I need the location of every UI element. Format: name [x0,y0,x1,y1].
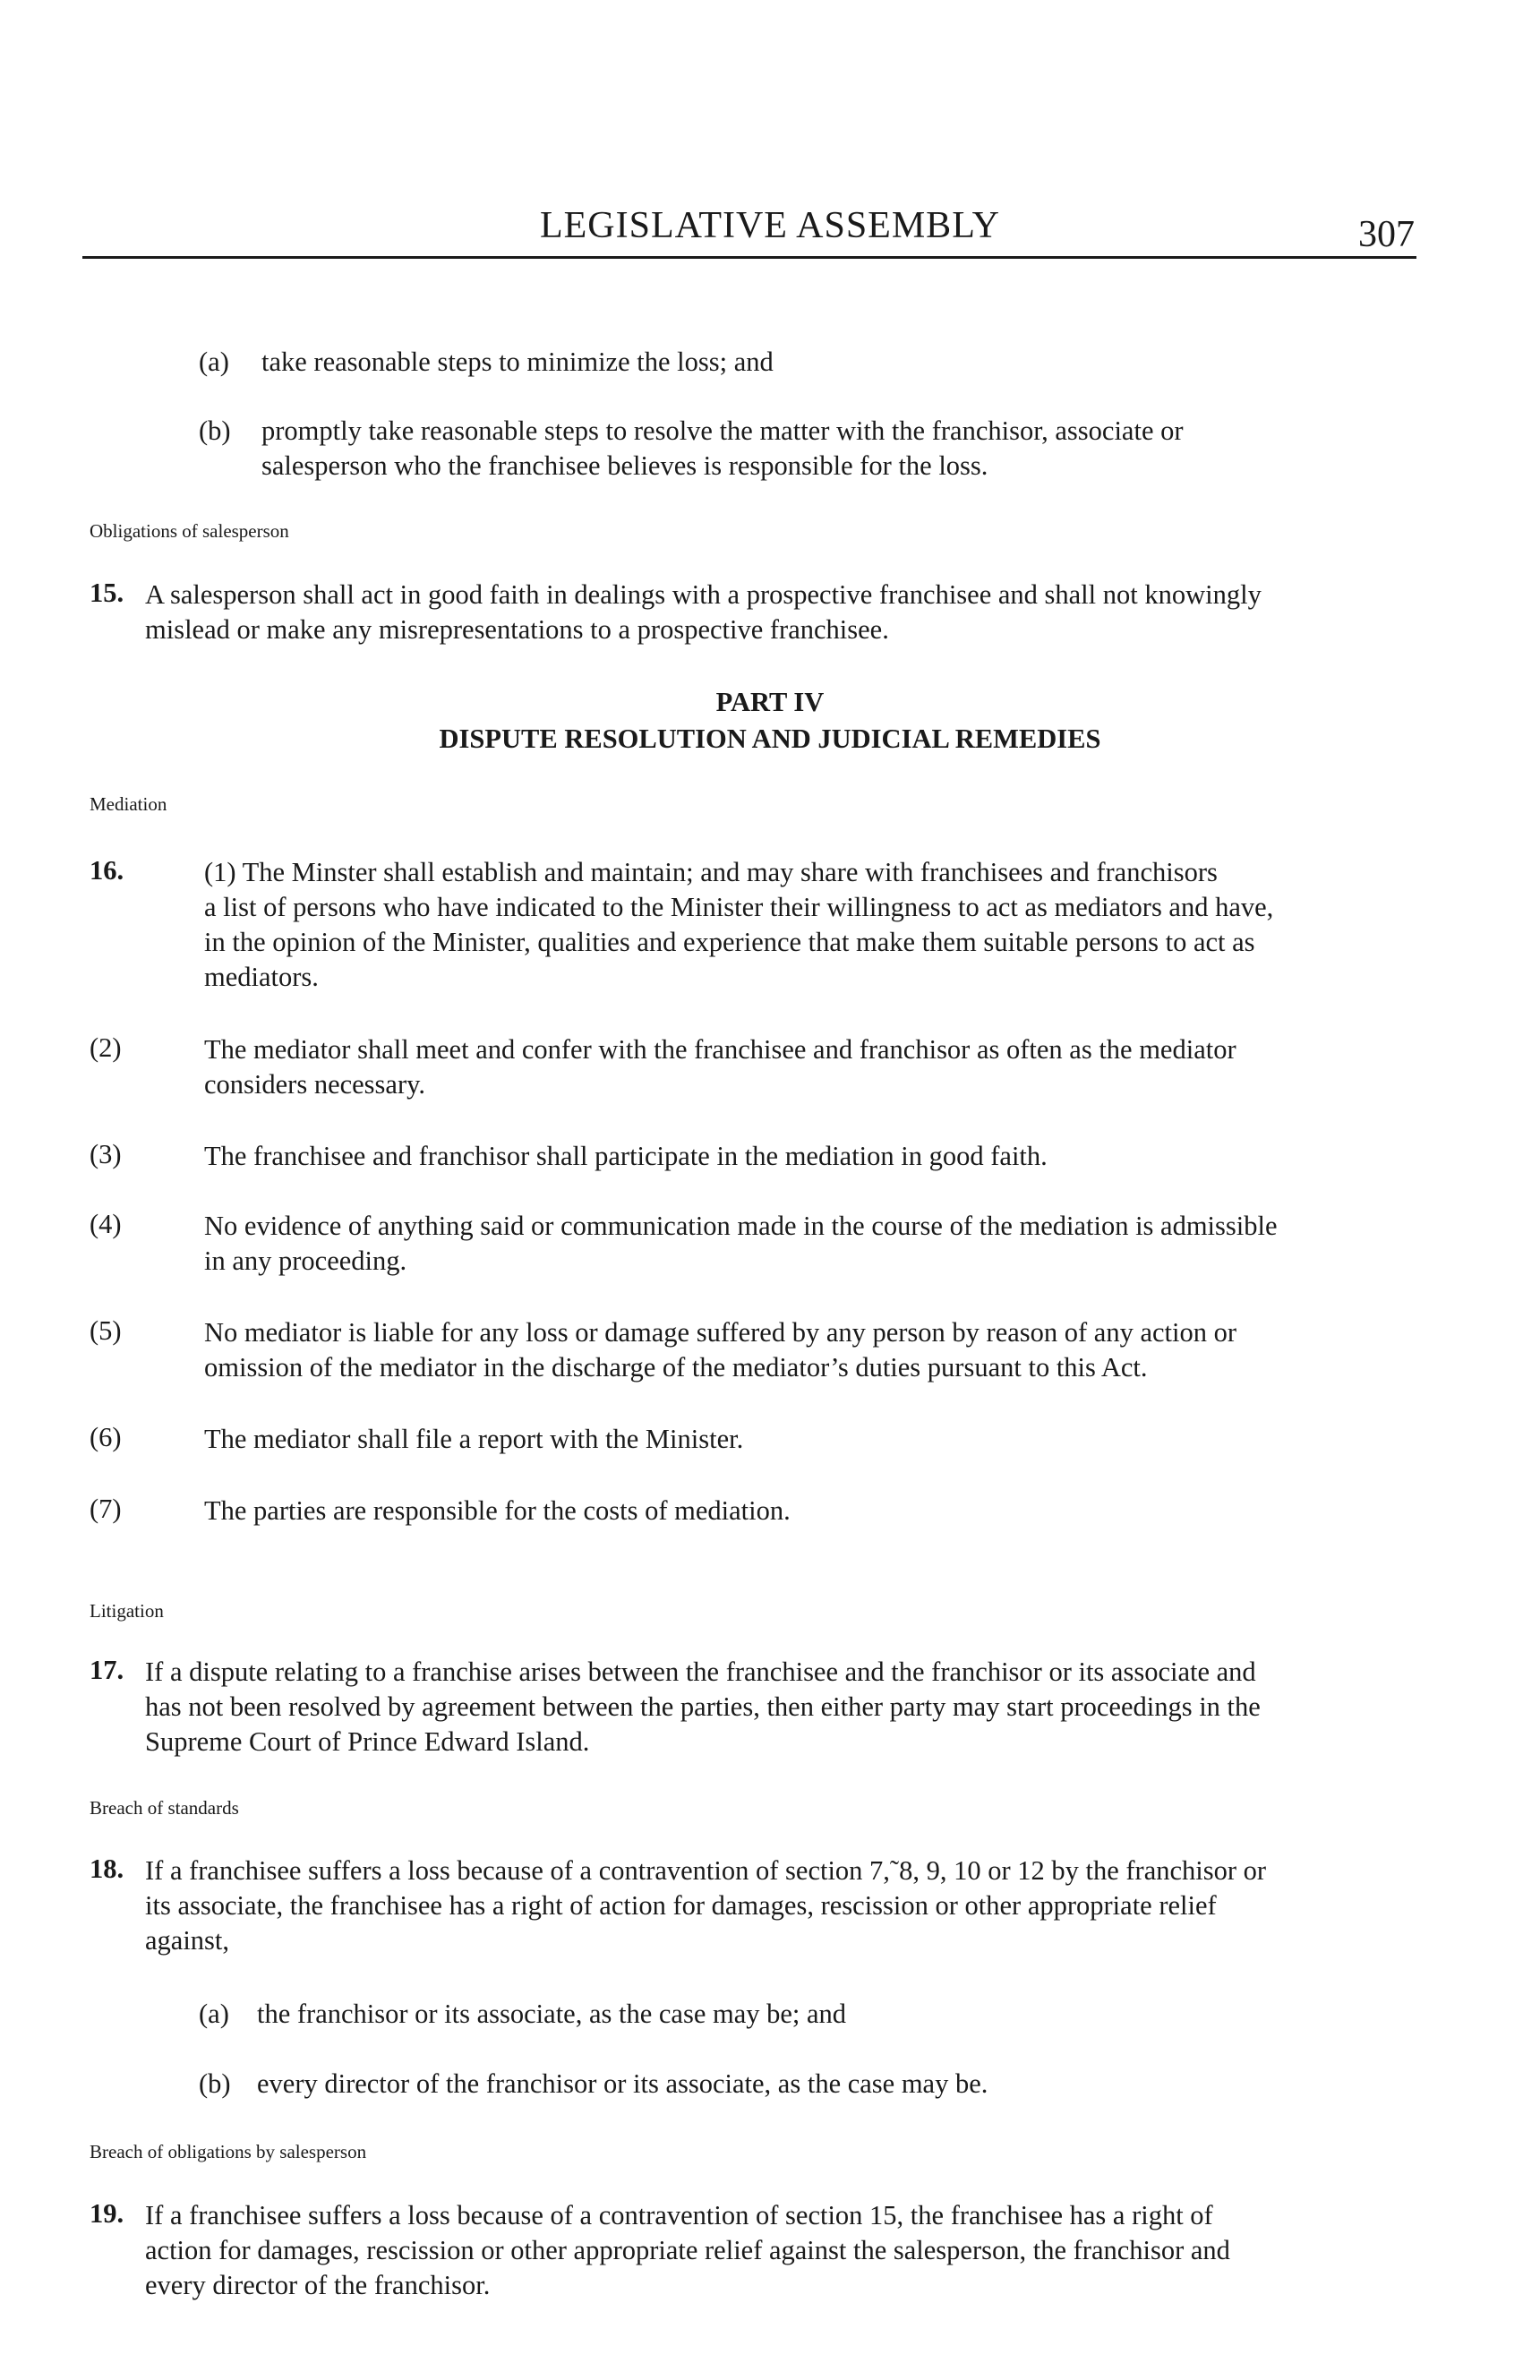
section-text-line: mislead or make any misrepresentations to a prospective franchisee. [145,614,889,645]
subsection-label: (2) [90,1032,122,1063]
subsection-text-line: The mediator shall file a report with the Minister. [204,1424,744,1454]
subsection-label: (4) [90,1209,122,1239]
marginal-note: Litigation [90,1600,164,1622]
subsection-text-line: in any proceeding. [204,1246,407,1276]
clause-text-line: promptly take reasonable steps to resolve the matter with the franchisor, associate or [261,415,1184,446]
section-text-line: If a dispute relating to a franchise arises between the franchisee and the franchisor or its associate and [145,1657,1256,1687]
part-title: PART IV [715,687,825,717]
marginal-note: Breach of obligations by salesperson [90,2141,367,2162]
subsection-text-line: The franchisee and franchisor shall participate in the mediation in good faith. [204,1141,1048,1171]
subsection-text-line: considers necessary. [204,1069,426,1100]
section-text-line: action for damages, rescission or other appropriate relief against the salesperson, the franchisor and [145,2235,1230,2265]
section-text-line: every director of the franchisor. [145,2270,491,2300]
section-text-line: Supreme Court of Prince Edward Island. [145,1726,590,1757]
part-subtitle: DISPUTE RESOLUTION AND JUDICIAL REMEDIES [439,723,1101,754]
section-text-line: (1) The Minster shall establish and maintain; and may share with franchisees and franchisors [204,857,1218,887]
section-text-line: mediators. [204,962,319,992]
section-number: 18. [90,1853,124,1884]
section-text-line: If a franchisee suffers a loss because of a contravention of section 7,˜8, 9, 10 or 12 by the franchisor or [145,1855,1267,1886]
subsection-text-line: No evidence of anything said or communication made in the course of the mediation is admissible [204,1211,1278,1241]
marginal-note: Breach of standards [90,1797,239,1819]
subsection-label: (7) [90,1494,122,1524]
clause-label: (b) [199,2068,231,2099]
subsection-text-line: No mediator is liable for any loss or damage suffered by any person by reason of any action or [204,1317,1237,1348]
page-header-title: LEGISLATIVE ASSEMBLY [540,205,1000,246]
section-text-line: A salesperson shall act in good faith in dealings with a prospective franchisee and shall not knowingly [145,579,1262,610]
section-text-line: against, [145,1925,230,1956]
section-text-line: a list of persons who have indicated to the Minister their willingness to act as mediators and have, [204,892,1274,922]
subsection-label: (5) [90,1315,122,1346]
clause-label: (b) [199,415,231,446]
subsection-text-line: The mediator shall meet and confer with the franchisee and franchisor as often as the mediator [204,1034,1236,1065]
marginal-note: Mediation [90,793,167,815]
header-rule [82,256,1416,259]
clause-text: take reasonable steps to minimize the loss; and [261,347,774,377]
section-number: 15. [90,578,124,608]
section-text-line: If a franchisee suffers a loss because of a contravention of section 15, the franchisee has a right of [145,2200,1213,2230]
clause-label: (a) [199,1999,229,2029]
section-text-line: has not been resolved by agreement between the parties, then either party may start proceedings in the [145,1691,1261,1722]
section-number: 17. [90,1655,124,1685]
subsection-label: (3) [90,1139,122,1169]
subsection-label: (6) [90,1422,122,1452]
clause-text-line: salesperson who the franchisee believes is responsible for the loss. [261,450,988,481]
section-number: 16. [90,855,124,886]
section-text-line: its associate, the franchisee has a right of action for damages, rescission or other appropriate relief [145,1890,1217,1921]
subsection-text-line: The parties are responsible for the costs of mediation. [204,1495,791,1526]
clause-label: (a) [199,347,229,377]
subsection-text-line: omission of the mediator in the discharge of the mediator’s duties pursuant to this Act. [204,1352,1148,1383]
marginal-note: Obligations of salesperson [90,520,289,542]
section-text-line: in the opinion of the Minister, qualities and experience that make them suitable persons to act as [204,927,1255,957]
clause-text: the franchisor or its associate, as the case may be; and [257,1999,847,2029]
section-number: 19. [90,2198,124,2229]
page-number: 307 [1358,214,1415,255]
clause-text: every director of the franchisor or its associate, as the case may be. [257,2068,988,2099]
